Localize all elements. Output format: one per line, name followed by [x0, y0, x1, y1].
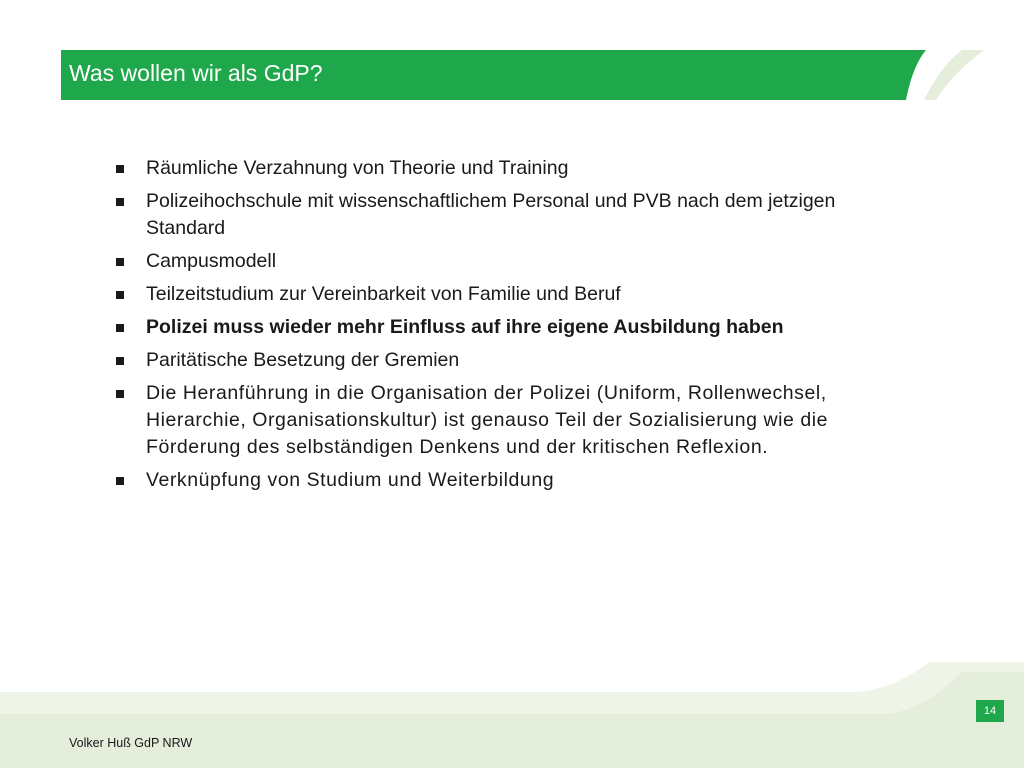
bullet-text: Polizei muss wieder mehr Einfluss auf ihre eigene Ausbildung haben: [146, 316, 784, 338]
bullet-text: Paritätische Besetzung der Gremien: [146, 349, 460, 371]
square-bullet-icon: [116, 165, 124, 173]
bullet-text: Campusmodell: [146, 250, 277, 272]
square-bullet-icon: [116, 258, 124, 266]
bullet-item: [116, 380, 896, 461]
bullet-item: [116, 281, 896, 308]
page-number-badge: 14: [976, 700, 1004, 722]
footer-band: [0, 672, 1024, 768]
title-swoosh-back: [924, 50, 984, 100]
bullet-text: Teilzeitstudium zur Vereinbarkeit von Familie und Beruf: [146, 283, 621, 305]
bullet-item: [116, 347, 896, 374]
bullet-item: [116, 248, 896, 275]
slide-title: Was wollen wir als GdP?: [69, 60, 323, 86]
bullet-text: Räumliche Verzahnung von Theorie und Training: [146, 157, 569, 179]
square-bullet-icon: [116, 357, 124, 365]
bullet-list: [116, 155, 896, 500]
square-bullet-icon: [116, 198, 124, 206]
footer-author: Volker Huß GdP NRW: [69, 736, 193, 750]
square-bullet-icon: [116, 477, 124, 485]
square-bullet-icon: [116, 324, 124, 332]
bullet-item-emphasized: [116, 314, 896, 341]
square-bullet-icon: [116, 390, 124, 398]
bullet-text: Verknüpfung von Studium und Weiterbildung: [146, 469, 555, 491]
bullet-item: [116, 155, 896, 182]
square-bullet-icon: [116, 291, 124, 299]
bullet-item: [116, 188, 896, 242]
bullet-item: [116, 467, 896, 494]
bullet-text: Polizeihochschule mit wissenschaftlichem Personal und PVB nach dem jetzigen Standard: [146, 190, 836, 239]
bullet-text: Die Heranführung in die Organisation der Polizei (Uniform, Rollenwechsel, Hierarchie, Organisationskultur) ist genauso Teil der Sozialisierung wie die Förderung des selbständigen Denkens und der kritischen Reflexion.: [146, 382, 829, 458]
